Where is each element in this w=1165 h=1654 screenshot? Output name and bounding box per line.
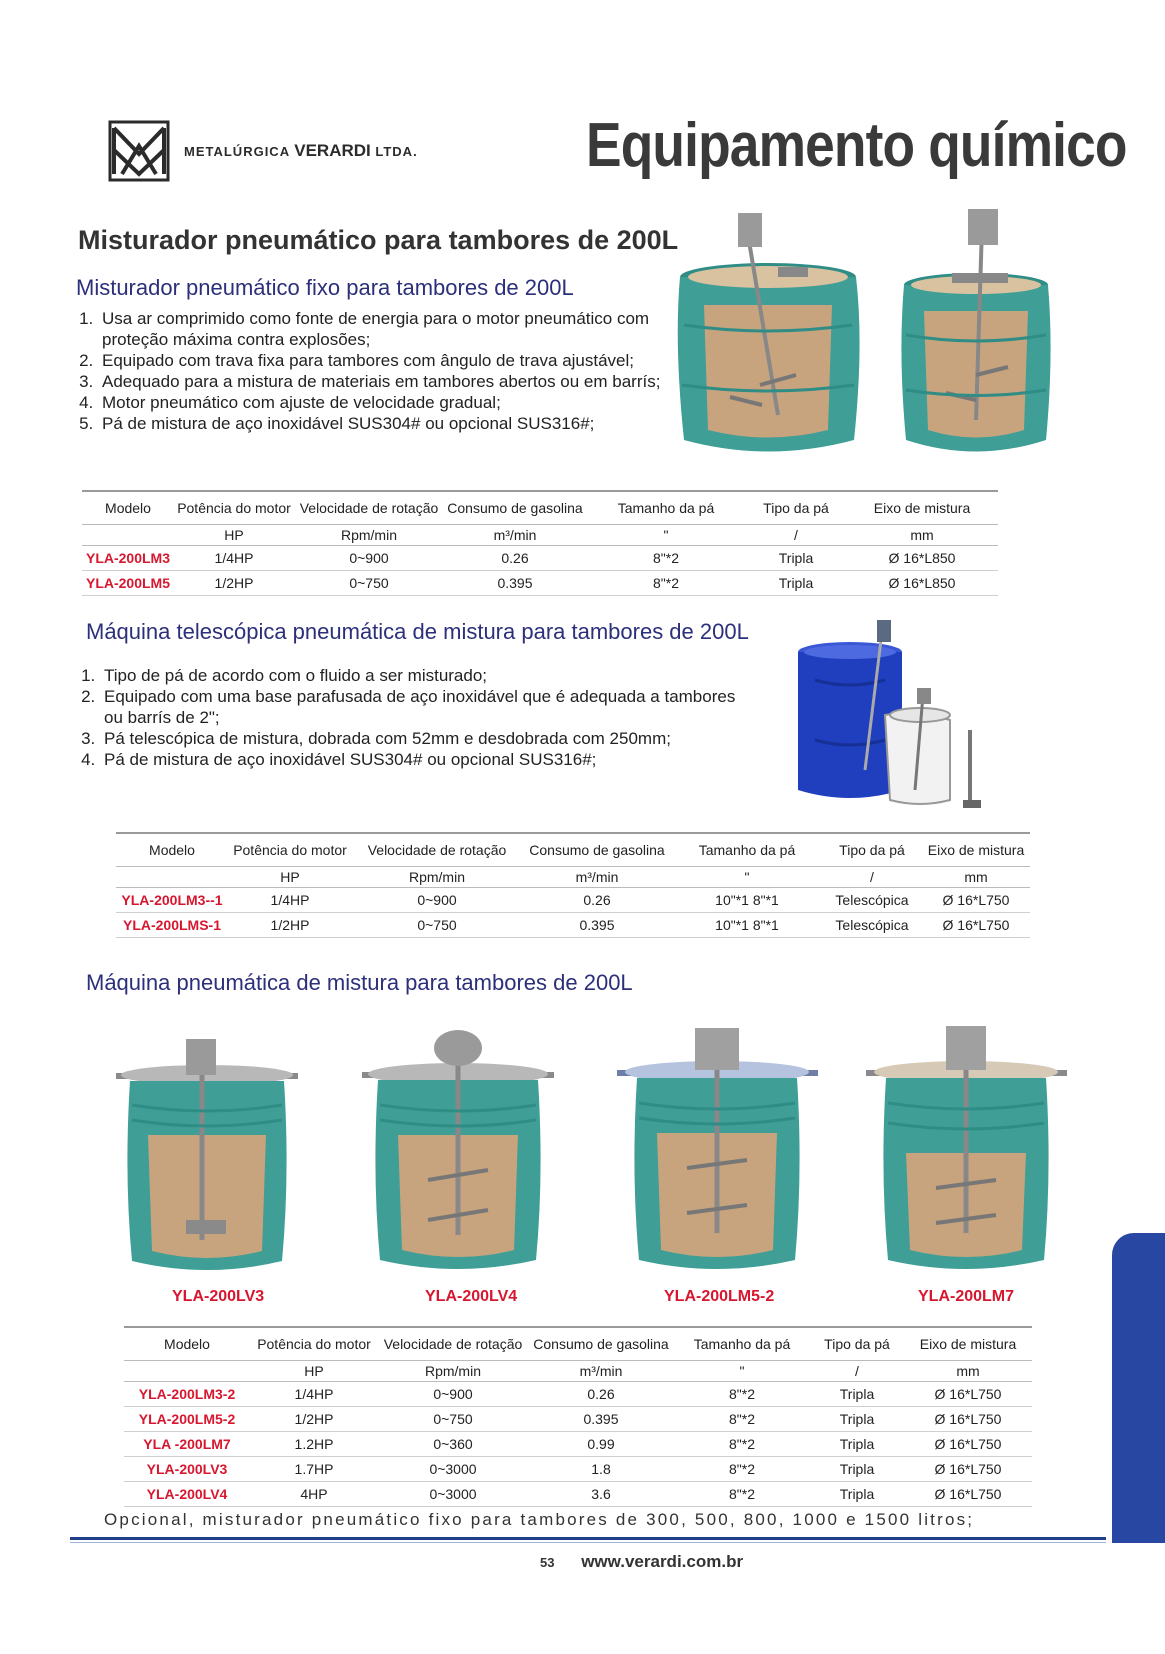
- table-row: [82, 546, 998, 571]
- header-cell: Potência do motor: [228, 833, 352, 867]
- table-cell: Ø 16*L750: [922, 888, 1030, 913]
- table-cell: Telescópica: [822, 888, 922, 913]
- section2-spec-table: [116, 832, 1030, 938]
- header-cell: Tamanho da pá: [586, 491, 746, 525]
- feature-item: 3. Adequado para a mistura de materiais em tambores abertos ou em barrís;: [98, 371, 673, 392]
- unit-cell: ": [674, 1361, 810, 1382]
- table-cell: 0~750: [378, 1407, 528, 1432]
- table-cell: Ø 16*L850: [846, 571, 998, 596]
- table-cell: 1/2HP: [250, 1407, 378, 1432]
- table-cell: 8"*2: [674, 1432, 810, 1457]
- unit-cell: HP: [228, 867, 352, 888]
- feature-item: 2. Equipado com uma base parafusada de aço inoxidável que é adequada a tambores ou barrís de 2";: [100, 686, 740, 728]
- table-cell: 8"*2: [586, 571, 746, 596]
- header-cell: Potência do motor: [250, 1327, 378, 1361]
- table-cell: 1/4HP: [174, 546, 294, 571]
- table-cell: 8"*2: [674, 1407, 810, 1432]
- table-cell: 1.2HP: [250, 1432, 378, 1457]
- model-cell: YLA-200LV4: [124, 1482, 250, 1507]
- header-cell: Velocidade de rotação: [294, 491, 444, 525]
- unit-cell: ": [586, 525, 746, 546]
- table-cell: 8"*2: [674, 1382, 810, 1407]
- drum-mixer-image-1: [670, 205, 865, 460]
- header-cell: Tamanho da pá: [674, 1327, 810, 1361]
- unit-cell: /: [822, 867, 922, 888]
- side-tab: [1112, 1233, 1165, 1543]
- table-cell: 1.7HP: [250, 1457, 378, 1482]
- table-cell: Tripla: [810, 1432, 904, 1457]
- table-cell: 0.26: [528, 1382, 674, 1407]
- table-unit-row: [124, 1361, 1032, 1382]
- header-cell: Consumo de gasolina: [522, 833, 672, 867]
- header-cell: Consumo de gasolina: [528, 1327, 674, 1361]
- telescopic-mixer-image: [795, 620, 990, 820]
- header-cell: Tipo da pá: [746, 491, 846, 525]
- table-cell: Tripla: [746, 546, 846, 571]
- unit-cell: HP: [250, 1361, 378, 1382]
- header-cell: Tipo da pá: [810, 1327, 904, 1361]
- model-cell: YLA-200LM3-2: [124, 1382, 250, 1407]
- table-cell: 0~3000: [378, 1482, 528, 1507]
- table-cell: 1/4HP: [250, 1382, 378, 1407]
- drum-mixer-image-2: [896, 205, 1056, 460]
- table-row: [124, 1432, 1032, 1457]
- website-link[interactable]: www.verardi.com.br: [581, 1552, 744, 1571]
- table-unit-row: [82, 525, 998, 546]
- unit-cell: /: [810, 1361, 904, 1382]
- table-header-row: [82, 491, 998, 525]
- table-cell: 0~3000: [378, 1457, 528, 1482]
- optional-note: Opcional, misturador pneumático fixo para tambores de 300, 500, 800, 1000 e 1500 litros;: [104, 1510, 975, 1529]
- table-header-row: [124, 1327, 1032, 1361]
- table-row: [116, 913, 1030, 938]
- company-name-main: VERARDI: [294, 141, 371, 160]
- model-cell: YLA -200LM7: [124, 1432, 250, 1457]
- page-title: Equipamento químico: [586, 111, 1127, 180]
- footer-divider: [70, 1537, 1106, 1540]
- table-cell: 8"*2: [674, 1457, 810, 1482]
- section1-spec-table: [82, 490, 998, 596]
- unit-cell: Rpm/min: [294, 525, 444, 546]
- unit-cell: ": [672, 867, 822, 888]
- table-row: [124, 1482, 1032, 1507]
- header-cell: Tamanho da pá: [672, 833, 822, 867]
- table-cell: 0~900: [294, 546, 444, 571]
- header-cell: Modelo: [124, 1327, 250, 1361]
- unit-cell: Rpm/min: [352, 867, 522, 888]
- header-cell: Eixo de mistura: [846, 491, 998, 525]
- section1-title: Misturador pneumático para tambores de 200L: [78, 225, 679, 255]
- footer-divider-thin: [70, 1542, 1106, 1543]
- company-logo: [108, 118, 438, 184]
- page-number: 53: [540, 1555, 555, 1570]
- company-prefix: METALÚRGICA: [184, 144, 290, 159]
- table-cell: 1/2HP: [228, 913, 352, 938]
- table-row: [124, 1457, 1032, 1482]
- table-cell: Tripla: [810, 1382, 904, 1407]
- table-cell: Ø 16*L850: [846, 546, 998, 571]
- table-cell: 0.99: [528, 1432, 674, 1457]
- table-row: [124, 1382, 1032, 1407]
- unit-cell: [82, 525, 174, 546]
- table-row: [116, 888, 1030, 913]
- header-cell: Eixo de mistura: [904, 1327, 1032, 1361]
- table-cell: Tripla: [810, 1457, 904, 1482]
- unit-cell: mm: [922, 867, 1030, 888]
- header-cell: Tipo da pá: [822, 833, 922, 867]
- table-cell: Ø 16*L750: [904, 1382, 1032, 1407]
- unit-cell: m³/min: [444, 525, 586, 546]
- unit-cell: Rpm/min: [378, 1361, 528, 1382]
- unit-cell: /: [746, 525, 846, 546]
- drum-mixer-image-lm7: [864, 1018, 1069, 1280]
- table-cell: 0.26: [522, 888, 672, 913]
- product-caption: YLA-200LM7: [918, 1288, 1015, 1305]
- table-cell: 0~750: [352, 913, 522, 938]
- table-cell: 0.395: [522, 913, 672, 938]
- table-cell: 0~360: [378, 1432, 528, 1457]
- unit-cell: mm: [904, 1361, 1032, 1382]
- header-cell: Modelo: [82, 491, 174, 525]
- feature-item: 4. Pá de mistura de aço inoxidável SUS304# ou opcional SUS316#;: [100, 749, 740, 770]
- section3-spec-table: [124, 1326, 1032, 1507]
- header-cell: Velocidade de rotação: [378, 1327, 528, 1361]
- table-cell: Tripla: [746, 571, 846, 596]
- table-cell: 0.26: [444, 546, 586, 571]
- table-cell: 0~900: [378, 1382, 528, 1407]
- unit-cell: HP: [174, 525, 294, 546]
- feature-item: 5. Pá de mistura de aço inoxidável SUS304# ou opcional SUS316#;: [98, 413, 673, 434]
- header-cell: Velocidade de rotação: [352, 833, 522, 867]
- model-cell: YLA-200LM5-2: [124, 1407, 250, 1432]
- table-cell: 0~750: [294, 571, 444, 596]
- section2-subtitle: Máquina telescópica pneumática de mistura para tambores de 200L: [86, 619, 749, 644]
- model-cell: YLA-200LM3: [82, 546, 174, 571]
- table-cell: 8"*2: [586, 546, 746, 571]
- unit-cell: [116, 867, 228, 888]
- table-unit-row: [116, 867, 1030, 888]
- table-cell: 0.395: [528, 1407, 674, 1432]
- product-caption: YLA-200LV3: [172, 1288, 265, 1305]
- table-cell: Ø 16*L750: [904, 1407, 1032, 1432]
- feature-item: 1. Tipo de pá de acordo com o fluido a ser misturado;: [100, 665, 740, 686]
- feature-item: 3. Pá telescópica de mistura, dobrada com 52mm e desdobrada com 250mm;: [100, 728, 740, 749]
- model-cell: YLA-200LMS-1: [116, 913, 228, 938]
- unit-cell: m³/min: [528, 1361, 674, 1382]
- feature-item: 2. Equipado com trava fixa para tambores com ângulo de trava ajustável;: [98, 350, 673, 371]
- product-caption: YLA-200LV4: [425, 1288, 518, 1305]
- table-cell: Ø 16*L750: [922, 913, 1030, 938]
- table-cell: Tripla: [810, 1482, 904, 1507]
- table-cell: 10"*1 8"*1: [672, 888, 822, 913]
- section1-subtitle: Misturador pneumático fixo para tambores de 200L: [76, 275, 574, 300]
- model-cell: YLA-200LV3: [124, 1457, 250, 1482]
- table-cell: Telescópica: [822, 913, 922, 938]
- feature-item: 1. Usa ar comprimido como fonte de energia para o motor pneumático com proteção máxima contra explosões;: [98, 308, 673, 350]
- table-cell: 0~900: [352, 888, 522, 913]
- table-cell: Ø 16*L750: [904, 1457, 1032, 1482]
- product-caption: YLA-200LM5-2: [664, 1288, 775, 1305]
- feature-item: 4. Motor pneumático com ajuste de velocidade gradual;: [98, 392, 673, 413]
- table-cell: 1.8: [528, 1457, 674, 1482]
- table-cell: 8"*2: [674, 1482, 810, 1507]
- drum-mixer-image-lv4: [358, 1020, 558, 1280]
- drum-mixer-image-lm5-2: [615, 1018, 820, 1280]
- company-name: [184, 141, 418, 161]
- verardi-logo-icon: [108, 120, 170, 182]
- table-cell: 0.395: [444, 571, 586, 596]
- table-cell: Ø 16*L750: [904, 1482, 1032, 1507]
- table-cell: 1/4HP: [228, 888, 352, 913]
- unit-cell: m³/min: [522, 867, 672, 888]
- company-suffix: LTDA.: [375, 144, 418, 159]
- header-cell: Eixo de mistura: [922, 833, 1030, 867]
- drum-mixer-image-lv3: [112, 1025, 302, 1280]
- table-header-row: [116, 833, 1030, 867]
- table-row: [82, 571, 998, 596]
- table-cell: 1/2HP: [174, 571, 294, 596]
- unit-cell: [124, 1361, 250, 1382]
- table-cell: 3.6: [528, 1482, 674, 1507]
- table-cell: 4HP: [250, 1482, 378, 1507]
- header-cell: Consumo de gasolina: [444, 491, 586, 525]
- model-cell: YLA-200LM3--1: [116, 888, 228, 913]
- table-row: [124, 1407, 1032, 1432]
- section2-feature-list: [80, 665, 740, 770]
- table-cell: Ø 16*L750: [904, 1432, 1032, 1457]
- unit-cell: mm: [846, 525, 998, 546]
- model-cell: YLA-200LM5: [82, 571, 174, 596]
- table-cell: 10"*1 8"*1: [672, 913, 822, 938]
- table-cell: Tripla: [810, 1407, 904, 1432]
- section1-feature-list: [78, 308, 673, 434]
- header-cell: Potência do motor: [174, 491, 294, 525]
- footer: [540, 1552, 743, 1572]
- section3-subtitle: Máquina pneumática de mistura para tambores de 200L: [86, 970, 633, 995]
- header-cell: Modelo: [116, 833, 228, 867]
